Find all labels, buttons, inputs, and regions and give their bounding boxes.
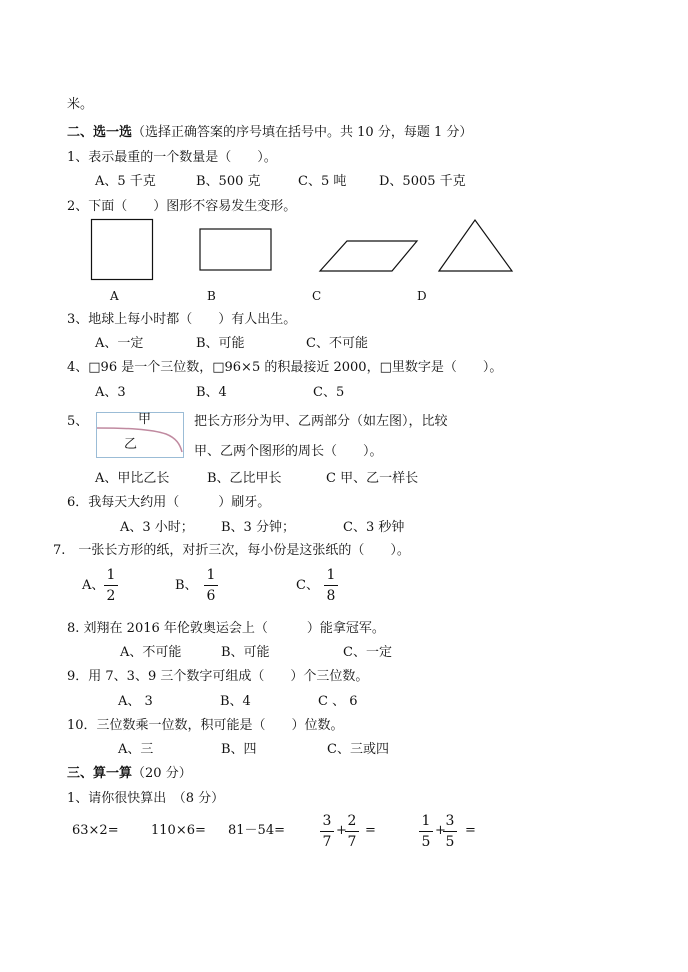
shape-label-a: A [110, 289, 119, 303]
question-6-option-c: C、3 秒钟 [343, 520, 405, 535]
question-9-option-b: B、4 [220, 694, 251, 709]
question-4-option-b: B、4 [196, 385, 227, 400]
shape-rectangle [200, 229, 271, 270]
question-9-option-c: C 、 6 [318, 694, 358, 709]
question-10-text: 10．三位数乘一位数，积可能是（ ）位数。 [67, 718, 344, 733]
question-7-option-b-label: B、 [175, 578, 198, 593]
question-8-option-a: A、不可能 [120, 645, 182, 660]
question-1-option-a: A、5 千克 [95, 174, 156, 189]
question-9-text: 9．用 7、3、9 三个数字可组成（ ）个三位数。 [67, 669, 369, 684]
question-3-text: 3、地球上每小时都（ ）有人出生。 [67, 312, 297, 327]
frac-expr-1-second [345, 812, 359, 851]
section-2-title: 二、选一选 [67, 125, 133, 140]
question-3-option-b: B、可能 [196, 336, 245, 351]
frac-expr-1-equals: = [365, 823, 376, 838]
shape-triangle [439, 220, 512, 271]
continued-text: 米。 [67, 97, 94, 112]
frac-expr-2-first [419, 812, 433, 851]
fraction-numerator: 1 [419, 812, 433, 832]
question-3-option-a: A、一定 [95, 336, 144, 351]
frac-expr-2-second [443, 812, 457, 851]
question-5-text-line-2: 甲、乙两个图形的周长（ ）。 [194, 444, 383, 459]
figure-divider-curve [97, 428, 182, 452]
question-1-option-c: C、5 吨 [298, 174, 347, 189]
section-2-heading [67, 124, 472, 142]
question-4-option-c: C、5 [313, 385, 345, 400]
question-8-option-b: B、可能 [221, 645, 270, 660]
question-6-text: 6．我每天大约用（ ）刷牙。 [67, 495, 271, 510]
question-4-option-a: A、3 [95, 385, 126, 400]
fraction-numerator: 1 [204, 566, 218, 586]
question-7-option-a-fraction [104, 566, 118, 605]
question-5-text-line-1: 把长方形分为甲、乙两部分（如左图），比较 [194, 414, 448, 429]
fraction-denominator: 7 [322, 834, 332, 850]
question-7-option-c-label: C、 [296, 578, 319, 593]
frac-expr-1-operator: + [336, 823, 347, 838]
question-5-option-b: B、乙比甲长 [207, 471, 282, 486]
question-8-text: 8. 刘翔在 2016 年伦敦奥运会上（ ）能拿冠军。 [67, 621, 385, 636]
question-5-option-a: A、甲比乙长 [95, 471, 170, 486]
question-5-number: 5、 [67, 414, 89, 429]
question-10-option-a: A、三 [118, 742, 154, 757]
question-7-option-b-fraction [204, 566, 218, 605]
fraction-numerator: 1 [104, 566, 118, 586]
frac-expr-2-equals: = [465, 823, 476, 838]
question-5-option-c: C 甲、乙一样长 [326, 471, 419, 486]
question-9-option-a: A、 3 [118, 694, 153, 709]
question-1-option-b: B、500 克 [196, 174, 261, 189]
question-6-option-b: B、3 分钟； [221, 520, 295, 535]
question-8-option-c: C、一定 [343, 645, 392, 660]
shape-square [92, 220, 153, 280]
question-5-figure [96, 412, 184, 458]
question-7-option-a-label: A、 [82, 578, 105, 593]
figure-label-jia: 甲 [138, 412, 152, 427]
question-3-option-c: C、不可能 [306, 336, 368, 351]
fraction-numerator: 3 [320, 812, 334, 832]
frac-expr-1-first [320, 812, 334, 851]
frac-expr-2-operator: + [435, 823, 446, 838]
shape-label-d: D [417, 289, 427, 303]
fraction-denominator: 7 [347, 834, 357, 850]
section-3-heading [67, 765, 192, 783]
question-10-option-c: C、三或四 [327, 742, 389, 757]
question-6-option-a: A、3 小时； [120, 520, 194, 535]
question-10-option-b: B、四 [221, 742, 257, 757]
shape-label-c: C [312, 289, 322, 303]
shape-parallelogram [320, 241, 417, 271]
calc-expression-3: 81－54= [228, 823, 285, 838]
question-4-text: 4、□96 是一个三位数，□96×5 的积最接近 2000，□里数字是（ ）。 [67, 360, 503, 375]
shape-label-b: B [207, 289, 216, 303]
section-3-note: （20 分） [132, 766, 192, 781]
section-2-note: （选择正确答案的序号填在括号中。共 10 分，每题 1 分） [132, 125, 473, 140]
section-3-question-1: 1、请你很快算出 （8 分） [67, 791, 225, 806]
section-3-title: 三、算一算 [67, 766, 133, 781]
calc-expression-1: 63×2= [72, 823, 119, 838]
fraction-numerator: 3 [443, 812, 457, 832]
question-7-text: 7. 一张长方形的纸，对折三次，每小份是这张纸的（ ）。 [53, 543, 410, 558]
question-7-option-c-fraction [324, 566, 338, 605]
calc-expression-2: 110×6= [151, 823, 206, 838]
figure-label-yi: 乙 [124, 437, 138, 452]
fraction-denominator: 6 [206, 588, 216, 604]
fraction-denominator: 5 [445, 834, 455, 850]
question-1-text: 1、表示最重的一个数量是（ ）。 [67, 150, 277, 165]
fraction-denominator: 8 [326, 588, 336, 604]
fraction-numerator: 1 [324, 566, 338, 586]
fraction-numerator: 2 [345, 812, 359, 832]
question-2-shapes [90, 218, 520, 282]
question-1-option-d: D、5005 千克 [379, 174, 466, 189]
question-2-text: 2、下面（ ）图形不容易发生变形。 [67, 199, 297, 214]
fraction-denominator: 5 [421, 834, 431, 850]
fraction-denominator: 2 [106, 588, 116, 604]
